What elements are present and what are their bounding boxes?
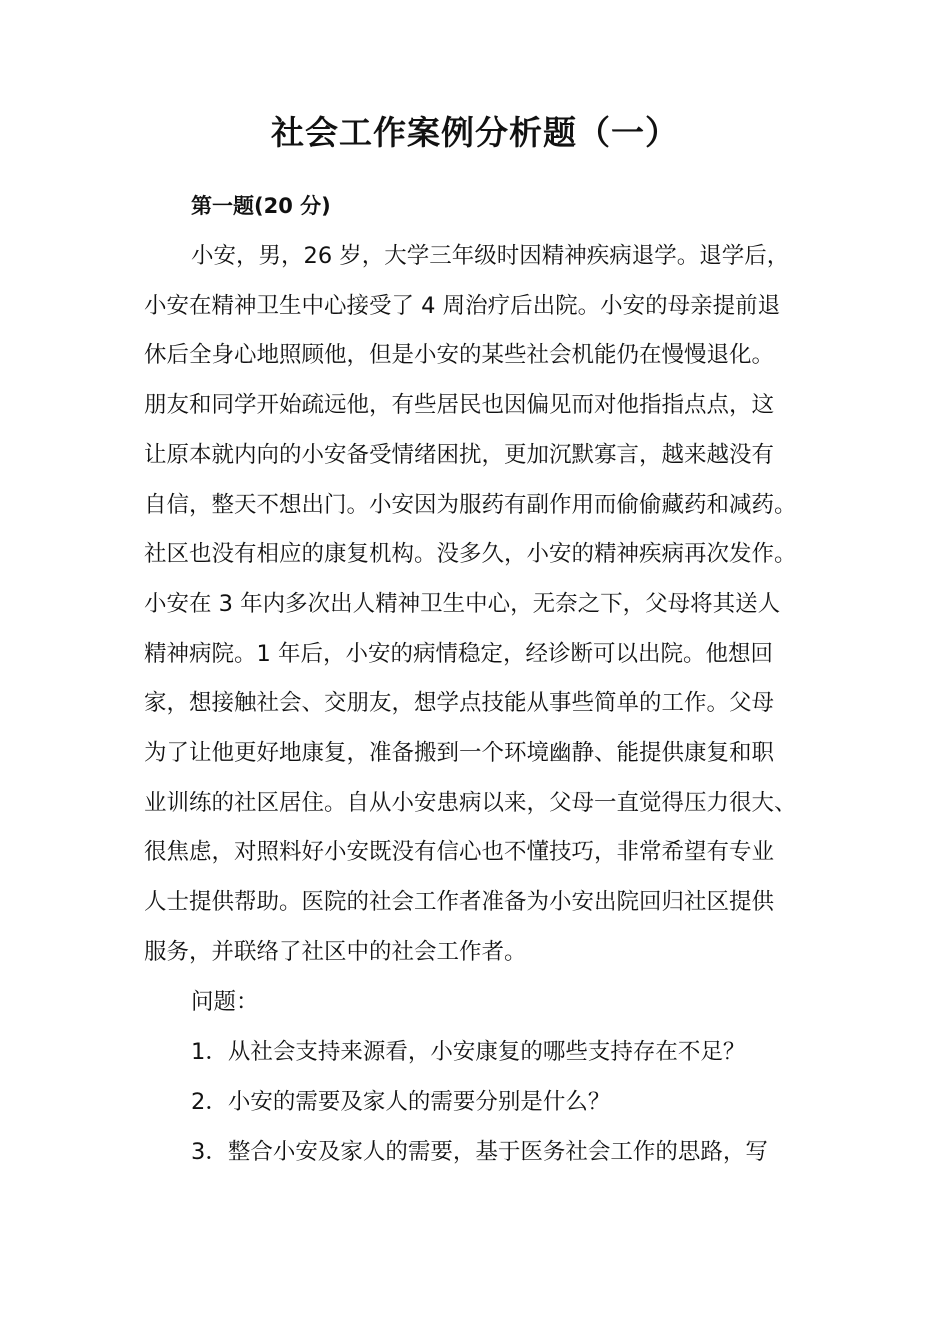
case-line: 休后全身心地照顾他，但是小安的某些社会机能仍在慢慢退化。 <box>144 342 775 369</box>
case-line: 社区也没有相应的康复机构。没多久，小安的精神疾病再次发作。 <box>144 541 797 568</box>
case-line: 精神病院。1 年后，小安的病情稳定，经诊断可以出院。他想回 <box>144 640 773 667</box>
case-line: 家，想接触社会、交朋友，想学点技能从事些简单的工作。父母 <box>144 690 775 717</box>
case-line: 很焦虑，对照料好小安既没有信心也不懂技巧，非常希望有专业 <box>144 839 775 866</box>
case-line: 为了让他更好地康复，准备搬到一个环境幽静、能提供康复和职 <box>144 740 775 767</box>
section-heading: 第一题(20 分) <box>191 194 331 218</box>
question-item: 1．从社会支持来源看，小安康复的哪些支持存在不足？ <box>191 1039 746 1065</box>
case-paragraph <box>144 232 814 978</box>
document-title: 社会工作案例分析题（一） <box>271 113 679 152</box>
case-line: 服务，并联络了社区中的社会工作者。 <box>144 938 527 965</box>
case-line: 让原本就内向的小安备受情绪困扰，更加沉默寡言，越来越没有 <box>144 441 775 468</box>
questions-label: 问题： <box>191 989 259 1015</box>
case-line: 自信，整天不想出门。小安因为服药有副作用而偷偷藏药和减药。 <box>144 491 797 518</box>
case-line: 业训练的社区居住。自从小安患病以来，父母一直觉得压力很大、 <box>144 789 797 816</box>
case-line: 朋友和同学开始疏远他，有些居民也因偏见而对他指指点点，这 <box>144 392 775 419</box>
question-item: 2．小安的需要及家人的需要分别是什么？ <box>191 1089 611 1115</box>
question-item: 3．整合小安及家人的需要，基于医务社会工作的思路，写 <box>191 1139 768 1165</box>
case-line: 人士提供帮助。医院的社会工作者准备为小安出院回归社区提供 <box>144 889 775 916</box>
case-line: 小安在精神卫生中心接受了 4 周治疗后出院。小安的母亲提前退 <box>144 292 781 319</box>
case-line: 小安在 3 年内多次出人精神卫生中心，无奈之下，父母将其送人 <box>144 590 781 617</box>
case-line: 小安，男，26 岁，大学三年级时因精神疾病退学。退学后， <box>191 243 790 269</box>
